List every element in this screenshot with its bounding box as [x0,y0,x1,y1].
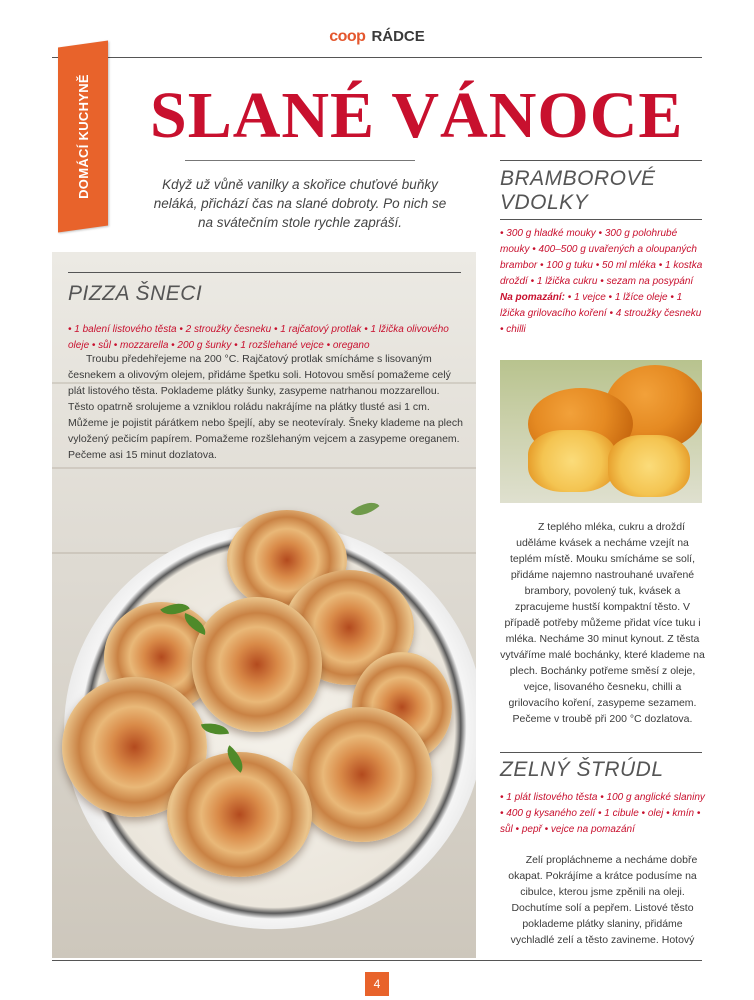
header-divider [52,57,702,58]
section-tab [58,44,108,229]
pizza-ingredients: • 1 balení listového těsta • 2 stroužky česneku • 1 rajčatový protlak • 1 lžička olivového oleje • sůl • mozzarella • 200 g šunky • 1 rozšlehané vejce • oregano [68,324,449,351]
intro-text: Když už vůně vanilky a skořice chuťové buňky neláká, přichází čas na slané dobroty. Po nich se na svátečním stole rychle zapráší. [153,177,447,230]
zelny-ingredients: • 1 plát listového těsta • 100 g anglické slaniny • 400 g kysaného zelí • 1 cibule • olej • kmín • sůl • pepř • vejce na pomazání [500,792,705,835]
brand-header [0,28,754,46]
pizza-instructions: Troubu předehřejeme na 200 °C. Rajčatový protlak smícháme s lisovaným česnekem a olivovým olejem, přidáme špetku soli. Hotovou směsí pomažeme celý plát listového těsta. Poklademe plátky šunky, zasypeme natrhanou mozzarellou. Těsto opatrně srolujeme a vzniklou roládu nakrájíme na plátky tlusté asi 1 cm. Můžeme je pojistit párátkem nebo špejlí, aby se neotevíraly. Šneky klademe na plech vyložený pečicím papírem. Pomažeme rozšlehaným vejcem a zasypeme oreganem. Pečeme asi 15 minut dozlatova. [68,353,463,461]
zelny-title: ZELNÝ ŠTRÚDL [500,758,664,781]
brand-name: RÁDCE [371,28,425,45]
zelny-divider [500,752,702,753]
brambor-ingredients: • 300 g hladké mouky • 300 g polohrubé mouky • 400–500 g uvařených a oloupaných brambor • 100 g tuku • 50 ml mléka • 1 kostka droždí • 1 lžička cukru • sezam na posypání [500,228,703,287]
brambor-title-line2: VDOLKY [500,191,589,214]
brambor-title [500,167,705,215]
brambor-spread: • 1 vejce • 1 lžíce oleje • 1 lžička grilovacího koření • 4 stroužky česneku • chilli [500,292,702,335]
vdolky-photo [500,360,702,503]
brambor-divider-top [500,160,702,161]
brambor-divider-bottom [500,219,702,220]
pizza-divider [68,272,461,273]
page-title: SLANÉ VÁNOCE [150,79,684,152]
coop-logo: coop [329,28,366,45]
brambor-instructions: Z teplého mléka, cukru a droždí uděláme kvásek a necháme vzejít na teplém místě. Mouku smícháme se solí, přidáme najemno nastrouhané uvařené brambory, povolený tuk, kvásek a zpracujeme hustší kompaktní těsto. V případě potřeby můžeme přidat více tuku i mléka. Necháme 30 minut kynout. Z těsta vytváříme malé bochánky, které klademe na plech. Bochánky potřeme směsí z oleje, vejce, lisovaného česneku, chilli a grilovacího koření, zasypeme sezamem. Pečeme v troubě při 200 °C dozlatova. [500,521,705,725]
brambor-ingredients-block [500,226,705,338]
section-tab-label: DOMÁCÍ KUCHYNĚ [75,74,91,199]
intro-divider [185,160,415,161]
footer-divider [52,960,702,961]
pizza-title: PIZZA ŠNECI [68,282,203,305]
brambor-title-line1: BRAMBOROVÉ [500,167,656,190]
brambor-spread-label: Na pomazání: [500,292,566,303]
zelny-instructions: Zelí propláchneme a necháme dobře okapat. Pokrájíme a krátce podusíme na cibulce, kterou jsme zpěnili na oleji. Dochutíme solí a pepřem. Listové těsto poklademe plátky slaniny, přidáme vychladlé zelí a těsto zavineme. Hotový [508,854,698,946]
page-number: 4 [365,972,389,996]
